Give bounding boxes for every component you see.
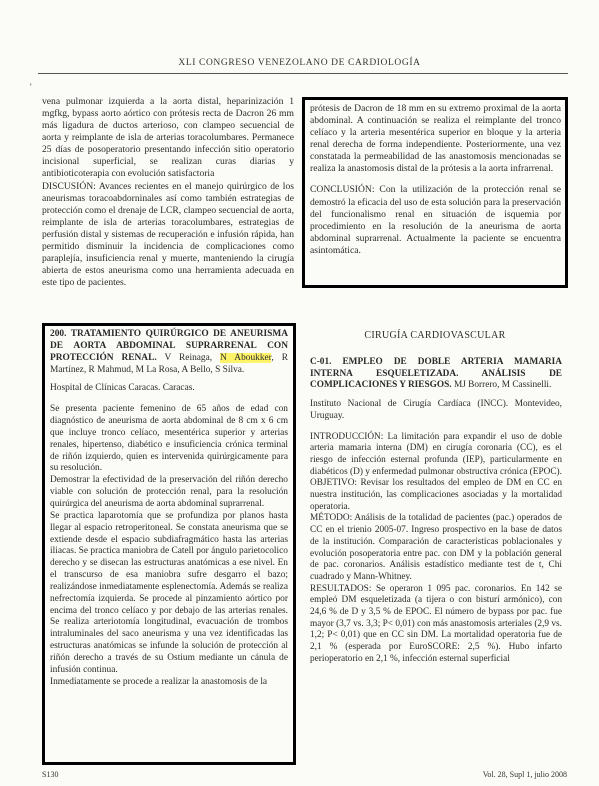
abstract-200-institution: Hospital de Clínicas Caracas. Caracas.	[50, 383, 195, 394]
abstract-200-title: 200. TRATAMIENTO QUIRÚRGICO DE ANEURISMA DE AORTA ABDOMINAL SUPRARRENAL CON PROTECCIÓN RENAL.	[50, 329, 288, 363]
conclusion-label: CONCLUSIÓN:	[310, 184, 375, 196]
abstract-200	[50, 329, 288, 688]
abstract-c01-method	[310, 513, 562, 583]
abstract-200-paragraph-1: Se presenta paciente femenino de 65 años de edad con diagnóstico de aneurisma de aorta abdominal de 8 cm x 6 cm que incluye tronco celíaco, mesentérica superior y arterias renales, hipertenso, diabético e insuficiencia crónica terminal de riñón izquierdo, quien es intervenida quirúrgicamente para su resolución.	[50, 404, 288, 474]
right-top-paragraph-2	[310, 184, 561, 256]
conclusion-text: Con la utilización de la protección renal se demostró la eficacia del uso de esta solución para la preservación del funcionalismo renal en situación de isquemia por procedimiento en la resolución de la aneurisma de aorta abdominal suprarrenal. Actualmente la paciente se encuentra asintomática.	[310, 184, 561, 256]
method-text: Análisis de la totalidad de pacientes (pac.) operados de CC en el trienio 2005-07. Ingreso prospectivo en la base de datos de la institución. Comparación de características poblacionales y evolución posoperatoria entre pac. con DM y la población general de pac. coronarios. Análisis estadístico mediante test de t, Chi cuadrado y Mann-Whitney.	[310, 513, 562, 582]
abstract-c01-heading	[310, 357, 562, 392]
abstract-200-paragraph-4: Inmediatamente se procede a realizar la anastomosis de la	[50, 676, 268, 687]
discussion-text: Avances recientes en el manejo quirúrgico de los aneurismas toracoabdorninales así como también estrategias de protección como el drenaje de LCR, clampeo secuencial de aorta, reimplante de isla de arterias toracolumbares, estrategias de perfusión distal y sistemas de recuperación e infusión rápida, han permitido disminuir la incidencia de complicaciones como paraplejía, insuficiencia renal y muerte, manteniendo la cirugía abierta de estos aneurisma como una herramienta adecuada en este tipo de pacientes.	[42, 180, 294, 289]
abstract-c01-institution: Instituto Nacional de Cirugía Cardíaca (INCC). Montevideo, Uruguay.	[310, 399, 562, 421]
abstract-200-paragraph-3: Se practica laparotomía que se profundiza por planos hasta llegar al espacio retroperitoneal. Se constata aneurisma que se extiende desde el espacio subdiafragmático hasta las arterias iliacas. Se practica maniobra de Catell por ángulo parietocolico derecho y se disecan las estructuras anatómicas a ese nivel. En el transcurso de esa maniobra sufre desgarro el bazo; realizándose inmediatamente esplenectomía. Además se realiza nefrectomía izquierda. Se procede al pinzamiento aórtico por encima del tronco celíaco y por debajo de las arterias renales. Se realiza arteriotomía longitudinal, evacuación de trombos intraluminales del saco aneurisma y una vez identificadas las estructuras anatómicas se infunde la solución de protección al riñón derecho a través de su Ostium mediante un cánula de infusión continua.	[50, 510, 288, 675]
results-text: Se operaron 1 095 pac. coronarios. En 142 se empleó DM esqueletizada (a tijera o con bisturí armónico), con 24,6 % de D y 3,5 % de EPOC. El número de bypass por pac. fue mayor (3,7 vs. 3,3; P< 0,01) con más anastomosis arteriales (2,9 vs. 1,2; P< 0,01) que en CC sin DM. La mortalidad operatoria fue de 2,1 % (esperada por EuroSCORE: 2,5 %). Hubo infarto perioperatorio en 2,1 %, infección esternal superficial	[310, 583, 562, 664]
issue-info: Vol. 28, Supl 1, julio 2008	[482, 770, 567, 779]
abstract-c01-authors: MJ Borrero, M Cassinelli.	[451, 380, 552, 391]
abstract-200-heading	[50, 329, 288, 376]
abstract-c01-intro	[310, 432, 562, 479]
right-top-text	[310, 103, 561, 257]
left-top-paragraph-1: vena pulmonar izquierda a la aorta distal, heparinización 1 mgfkg, bypass aorto aórtico con prótesis recta de Dacron 26 mm más ligadura de ductos arterioso, con clampeo secuencial de aorta y reimplante de isla de arterias toracolumbares. Permanece 25 días de posoperatorio presentando infección sitio operatorio incisional superficial, se realizan curas diarias y antibioticoterapia con evolución satisfactoria	[42, 96, 294, 180]
abstract-c01	[310, 357, 562, 666]
discussion-label: DISCUSIÓN:	[42, 180, 96, 192]
page-number: S130	[42, 770, 59, 779]
intro-label: INTRODUCCIÓN:	[310, 431, 384, 442]
objective-label: OBJETIVO:	[310, 478, 357, 489]
method-label: MÉTODO:	[310, 513, 353, 524]
abstract-200-authors-b: , R Martínez, R Mahmud, M La Rosa, A Bello, S Silva.	[50, 352, 288, 375]
left-top-paragraph-2	[42, 181, 294, 290]
left-top-text	[42, 96, 294, 289]
highlighted-author: N Aboukker	[220, 352, 272, 363]
abstract-200-authors-a: V Reinaga,	[156, 352, 221, 363]
right-top-paragraph-1: prótesis de Dacron de 18 mm en su extremo proximal de la aorta abdominal. A continuación se realiza el reimplante del tronco celíaco y la arteria mesentérica superior en bloque y la arteria renal derecha de forma independiente. Posteriormente, una vez constatada la permeabilidad de las anastomosis mencionadas se realiza la anastomosis distal de la prótesis a la aorta infrarrenal.	[310, 103, 561, 175]
abstract-200-paragraph-2: Demostrar la efectividad de la preservación del riñón derecho viable con solución de protección renal, para la resolución quirúrgica del aneurisma de aorta abdominal suprarrenal.	[50, 475, 288, 509]
results-label: RESULTADOS:	[310, 583, 372, 594]
stray-mark: '	[30, 82, 32, 92]
running-header: XLI CONGRESO VENEZOLANO DE CARDIOLOGÍA	[178, 58, 421, 68]
abstract-c01-title: C-01. EMPLEO DE DOBLE ARTERIA MAMARIA INTERNA ESQUELETIZADA. ANÁLISIS DE COMPLICACIONES Y RIESGOS.	[310, 357, 562, 391]
abstract-c01-objective	[310, 478, 562, 513]
section-heading: CIRUGÍA CARDIOVASCULAR	[364, 330, 506, 341]
abstract-c01-results	[310, 584, 562, 666]
intro-text: La limitación para expandir el uso de doble arteria mamaria interna (DM) en cirugía coronaria (CC), es el riesgo de infección esternal profunda (IEP), particularmente en diabéticos (D) y enfermedad pulmonar obstructiva crónica (EPOC).	[310, 431, 562, 477]
objective-text: Revisar los resultados del empleo de DM en CC en nuestra institución, las complicaciones asociadas y la mortalidad operatoria.	[310, 478, 562, 512]
header-rule	[38, 73, 568, 74]
